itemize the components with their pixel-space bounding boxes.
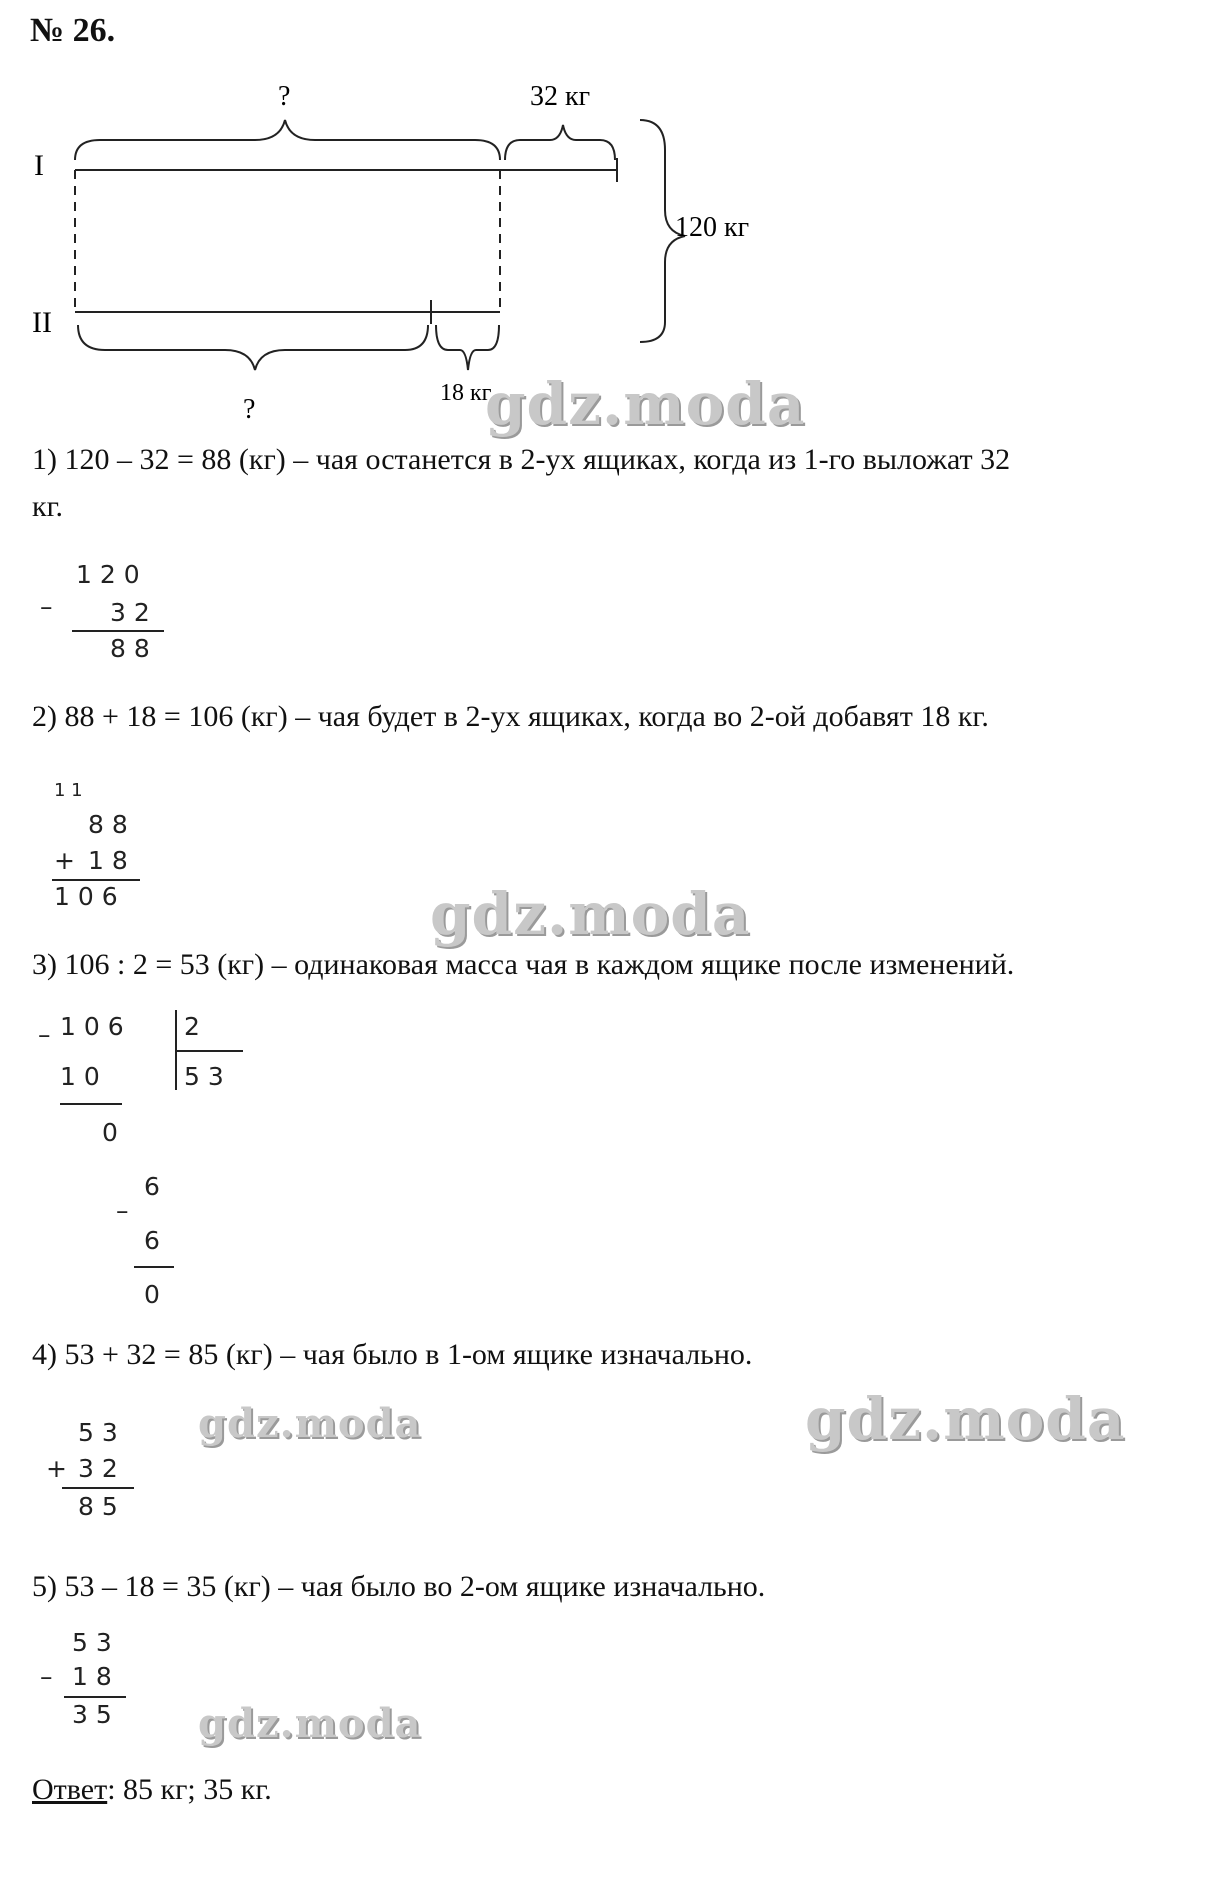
c2-result: 1 0 6 (54, 882, 118, 911)
c5-minuend: 5 3 (72, 1628, 112, 1657)
watermark-logo: gdz.moda (485, 370, 806, 438)
c4-operator: + (46, 1454, 67, 1483)
watermark-logo: gdz.moda (430, 880, 751, 948)
step-1-text: 1) 120 – 32 = 88 (кг) – чая останется в 2-ух ящиках, когда из 1-го выложат 32 (32, 443, 1011, 476)
label-bottom-known: 18 кг (440, 380, 492, 406)
brace-bottom-unknown (78, 325, 428, 370)
label-total: 120 кг (675, 212, 750, 243)
c3-subtrahend-2: 6 (144, 1226, 160, 1255)
step-1-text-cont: кг. (32, 490, 63, 523)
c5-operator: – (40, 1662, 53, 1691)
label-bottom-unknown: ? (243, 394, 256, 425)
c3-subtrahend-1: 1 0 (60, 1062, 100, 1091)
c2-addend-2: 1 8 (88, 846, 128, 875)
watermark-logo: gdz.moda (805, 1385, 1126, 1453)
answer-text: : 85 кг; 35 кг. (107, 1773, 272, 1806)
brace-top-known (505, 125, 615, 160)
c1-operator: – (40, 592, 53, 621)
step-4-text: 4) 53 + 32 = 85 (кг) – чая было в 1-ом ящике изначально. (32, 1338, 753, 1371)
c3-divisor: 2 (184, 1012, 200, 1041)
c4-addend-1: 5 3 (78, 1418, 118, 1447)
step-3-text: 3) 106 : 2 = 53 (кг) – одинаковая масса чая в каждом ящике после изменений. (32, 948, 1015, 981)
c1-result: 8 8 (110, 634, 150, 663)
c5-subtrahend: 1 8 (72, 1662, 112, 1691)
step-5-text: 5) 53 – 18 = 35 (кг) – чая было во 2-ом ящике изначально. (32, 1570, 766, 1603)
row-label-1: I (34, 149, 44, 182)
c2-carry: 1 1 (54, 780, 83, 801)
c4-addend-2: 3 2 (78, 1454, 118, 1483)
brace-bottom-known (436, 325, 499, 370)
c3-dividend-2: 6 (144, 1172, 160, 1201)
c2-operator: + (54, 846, 75, 875)
label-top-known: 32 кг (530, 81, 591, 112)
c3-operator-2: – (116, 1196, 129, 1225)
c3-remainder-1: 0 (102, 1118, 118, 1147)
answer-label: Ответ (32, 1773, 108, 1806)
step-2-text: 2) 88 + 18 = 106 (кг) – чая будет в 2-ух ящиках, когда во 2-ой добавят 18 кг. (32, 700, 989, 733)
c3-operator-1: – (38, 1020, 51, 1049)
c1-subtrahend: 3 2 (110, 598, 150, 627)
watermark-logo: gdz.moda (198, 1400, 422, 1447)
problem-number: № 26. (30, 12, 116, 49)
c3-remainder-2: 0 (144, 1280, 160, 1309)
c2-addend-1: 8 8 (88, 810, 128, 839)
c3-dividend: 1 0 6 (60, 1012, 124, 1041)
c3-quotient: 5 3 (184, 1062, 224, 1091)
label-top-unknown: ? (278, 81, 291, 112)
brace-top-unknown (75, 120, 500, 160)
c1-minuend: 1 2 0 (76, 560, 140, 589)
row-label-2: II (32, 306, 52, 339)
c5-result: 3 5 (72, 1700, 112, 1729)
c4-result: 8 5 (78, 1492, 118, 1521)
answer-line (32, 1773, 272, 1807)
watermark-logo: gdz.moda (198, 1700, 422, 1747)
